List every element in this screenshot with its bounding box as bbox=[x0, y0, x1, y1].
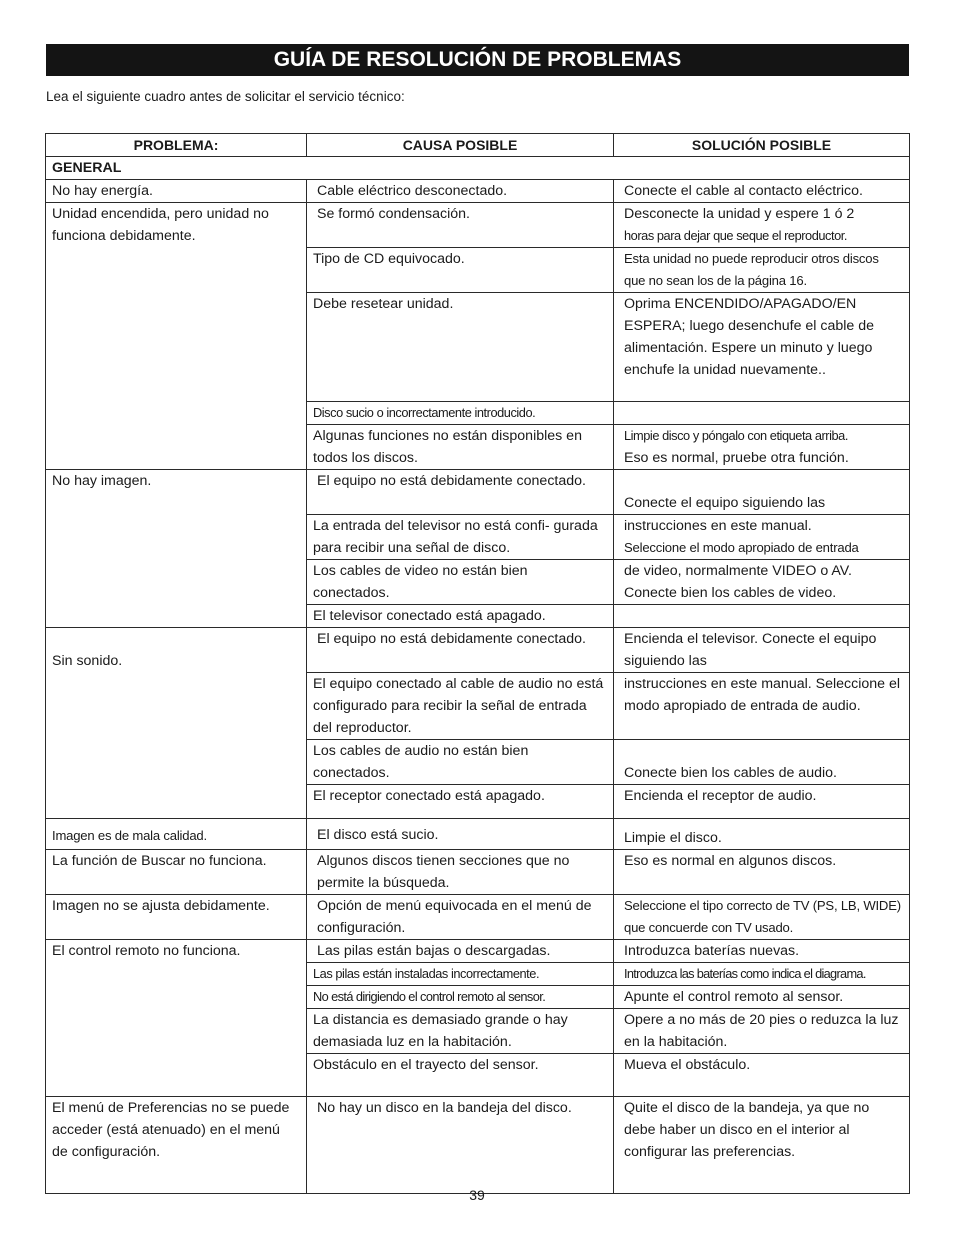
solution-line: instrucciones en este manual. bbox=[624, 518, 812, 534]
cause-cell: Tipo de CD equivocado. bbox=[307, 248, 614, 293]
solution-line: Eso es normal, pruebe otra función. bbox=[624, 450, 849, 466]
cause-cell: No hay un disco en la bandeja del disco. bbox=[307, 1097, 614, 1194]
cause-cell: Disco sucio o incorrectamente introducido. bbox=[307, 402, 614, 425]
cause-cell: Cable eléctrico desconectado. bbox=[307, 180, 614, 203]
table-row bbox=[46, 1097, 910, 1194]
solution-cell: Oprima ENCENDIDO/APAGADO/EN ESPERA; luego desenchufe el cable de alimentación. Espere un minuto y luego enchufe la unidad nuevamente.. bbox=[614, 293, 910, 402]
cause-cell: La distancia es demasiado grande o hay demasiada luz en la habitación. bbox=[307, 1009, 614, 1054]
solution-cell bbox=[614, 425, 910, 470]
section-row bbox=[46, 157, 910, 180]
cause-cell: Los cables de audio no están bien conectados. bbox=[307, 740, 614, 785]
problem-cell: Unidad encendida, pero unidad no funciona debidamente. bbox=[46, 203, 307, 470]
cause-cell: El receptor conectado está apagado. bbox=[307, 785, 614, 819]
solution-line: horas para dejar que seque el reproductor. bbox=[624, 228, 847, 243]
section-general: GENERAL bbox=[46, 157, 910, 180]
problem-cell: La función de Buscar no funciona. bbox=[46, 850, 307, 895]
solution-cell: Eso es normal en algunos discos. bbox=[614, 850, 910, 895]
cause-cell: Obstáculo en el trayecto del sensor. bbox=[307, 1054, 614, 1097]
solution-cell: Opere a no más de 20 pies o reduzca la luz en la habitación. bbox=[614, 1009, 910, 1054]
solution-cell: de video, normalmente VIDEO o AV. Conecte bien los cables de video. bbox=[614, 560, 910, 605]
cause-cell: No está dirigiendo el control remoto al sensor. bbox=[307, 986, 614, 1009]
table-header-row bbox=[46, 134, 910, 157]
table-row bbox=[46, 628, 910, 673]
solution-cell bbox=[614, 515, 910, 560]
cause-cell: Los cables de video no están bien conectados. bbox=[307, 560, 614, 605]
solution-line: Limpie disco y póngalo con etiqueta arriba. bbox=[624, 428, 848, 443]
table-row bbox=[46, 470, 910, 515]
solution-line: Conecte el equipo siguiendo las bbox=[624, 495, 826, 511]
table-row bbox=[46, 203, 910, 248]
troubleshooting-table bbox=[45, 133, 910, 1194]
table-row bbox=[46, 850, 910, 895]
solution-cell: Apunte el control remoto al sensor. bbox=[614, 986, 910, 1009]
problem-cell: El control remoto no funciona. bbox=[46, 940, 307, 1097]
cause-cell: Debe resetear unidad. bbox=[307, 293, 614, 402]
solution-cell: Limpie el disco. bbox=[614, 819, 910, 850]
cause-cell: Algunas funciones no están disponibles en todos los discos. bbox=[307, 425, 614, 470]
solution-cell: Quite el disco de la bandeja, ya que no debe haber un disco en el interior al configurar las preferencias. bbox=[614, 1097, 910, 1194]
solution-cell bbox=[614, 203, 910, 248]
solution-line: Desconecte la unidad y espere 1 ó 2 bbox=[624, 206, 855, 222]
table-row bbox=[46, 895, 910, 940]
page-number: 39 bbox=[469, 1187, 485, 1203]
solution-cell: Esta unidad no puede reproducir otros discos que no sean los de la página 16. bbox=[614, 248, 910, 293]
problem-cell: El menú de Preferencias no se puede acceder (está atenuado) en el menú de configuración. bbox=[46, 1097, 307, 1194]
solution-cell: Encienda el televisor. Conecte el equipo siguiendo las bbox=[614, 628, 910, 673]
solution-cell: Seleccione el tipo correcto de TV (PS, LB, WIDE) que concuerde con TV usado. bbox=[614, 895, 910, 940]
cause-cell: El equipo no está debidamente conectado. bbox=[307, 470, 614, 515]
cause-cell: Opción de menú equivocada en el menú de configuración. bbox=[307, 895, 614, 940]
cause-cell: El equipo no está debidamente conectado. bbox=[307, 628, 614, 673]
cause-cell: Las pilas están bajas o descargadas. bbox=[307, 940, 614, 963]
page-title: GUÍA DE RESOLUCIÓN DE PROBLEMAS bbox=[46, 44, 909, 76]
header-problem: PROBLEMA: bbox=[46, 134, 307, 157]
table-row bbox=[46, 819, 910, 850]
problem-cell: Imagen es de mala calidad. bbox=[46, 819, 307, 850]
solution-line: Conecte bien los cables de audio. bbox=[624, 765, 837, 781]
solution-line: Seleccione el modo apropiado de entrada bbox=[624, 540, 859, 555]
solution-cell bbox=[614, 470, 910, 515]
solution-cell: Introduzca baterías nuevas. bbox=[614, 940, 910, 963]
cause-cell: Las pilas están instaladas incorrectamente. bbox=[307, 963, 614, 986]
solution-cell bbox=[614, 605, 910, 628]
cause-cell: El televisor conectado está apagado. bbox=[307, 605, 614, 628]
problem-cell: No hay energía. bbox=[46, 180, 307, 203]
table-row bbox=[46, 940, 910, 963]
problem-cell: No hay imagen. bbox=[46, 470, 307, 628]
cause-cell: Se formó condensación. bbox=[307, 203, 614, 248]
problem-cell: Imagen no se ajusta debidamente. bbox=[46, 895, 307, 940]
problem-cell bbox=[46, 628, 307, 819]
cause-cell: La entrada del televisor no está confi- gurada para recibir una señal de disco. bbox=[307, 515, 614, 560]
solution-cell bbox=[614, 740, 910, 785]
solution-cell: Encienda el receptor de audio. bbox=[614, 785, 910, 819]
problem-text: Sin sonido. bbox=[52, 653, 123, 669]
header-solution: SOLUCIÓN POSIBLE bbox=[614, 134, 910, 157]
intro-text: Lea el siguiente cuadro antes de solicitar el servicio técnico: bbox=[46, 89, 405, 104]
solution-cell: Mueva el obstáculo. bbox=[614, 1054, 910, 1097]
cause-cell: Algunos discos tienen secciones que no permite la búsqueda. bbox=[307, 850, 614, 895]
solution-cell: Conecte el cable al contacto eléctrico. bbox=[614, 180, 910, 203]
cause-cell: El disco está sucio. bbox=[307, 819, 614, 850]
table-row bbox=[46, 180, 910, 203]
solution-cell: instrucciones en este manual. Seleccione el modo apropiado de entrada de audio. bbox=[614, 673, 910, 740]
header-cause: CAUSA POSIBLE bbox=[307, 134, 614, 157]
solution-cell bbox=[614, 402, 910, 425]
solution-cell: Introduzca las baterías como indica el diagrama. bbox=[614, 963, 910, 986]
cause-cell: El equipo conectado al cable de audio no está configurado para recibir la señal de entrada del reproductor. bbox=[307, 673, 614, 740]
